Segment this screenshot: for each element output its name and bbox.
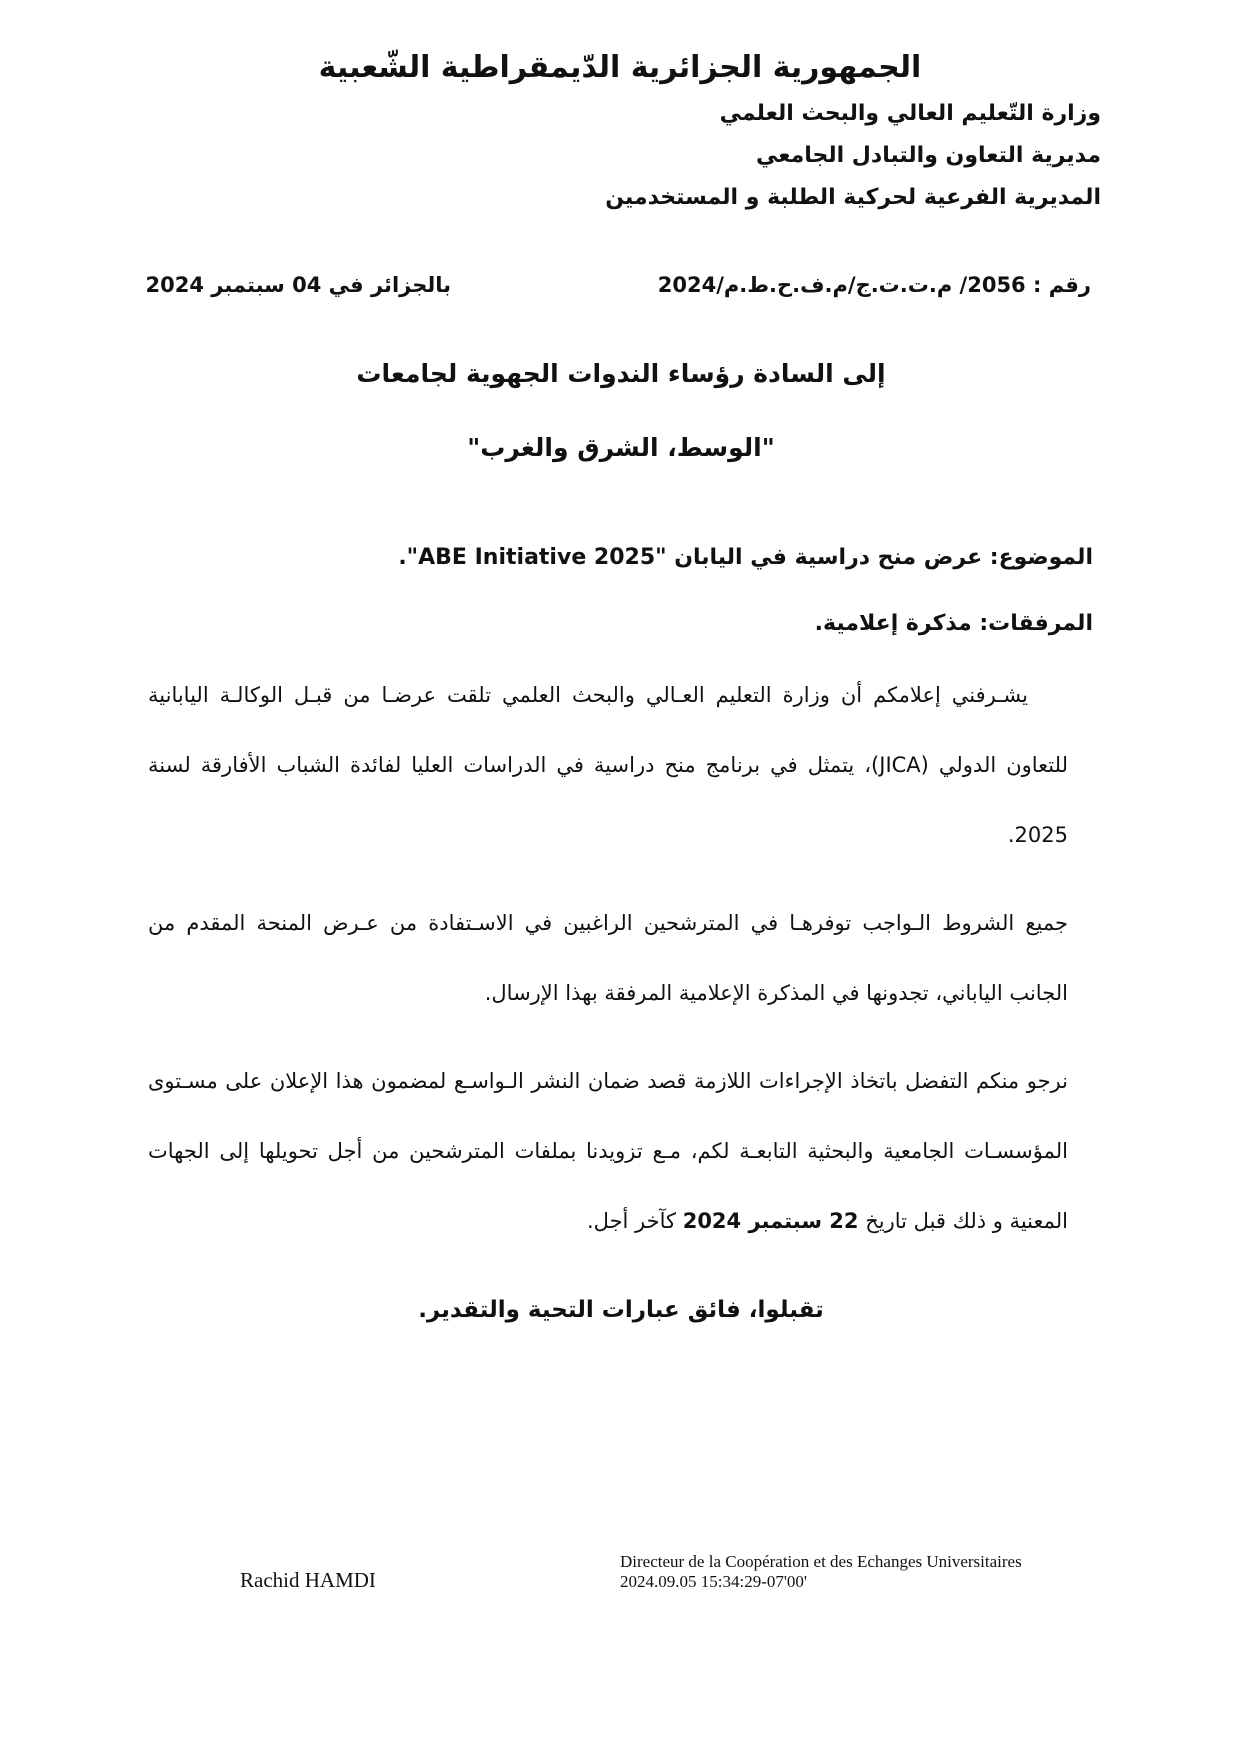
signatory-name: Rachid HAMDI: [240, 1568, 376, 1592]
body-paragraph-1: يشـرفني إعلامكم أن وزارة التعليم العـالي والبحث العلمي تلقت عرضـا من قبـل الوكالـة اليابانية للتعاون الدولي (JICA)، يتمثل في برنامج منح دراسية في الدراسات العليا لفائدة الشباب الأفارقة لسنة 2025.: [148, 683, 1068, 847]
closing-salutation: تقبلوا، فائق عبارات التحية والتقدير.: [418, 1297, 824, 1323]
place-date: بالجزائر في 04 سبتمبر 2024: [145, 273, 451, 297]
paragraph-3-text: نرجو منكم التفضل باتخاذ الإجراءات اللازمة قصد ضمان النشر الـواسـع لمضمون هذا الإعلان على مسـتوى المؤسسـات الجامعية والبحثية التابعـة لكم، مـع تزويدنا بملفات المترشحين من أجل تحويلها إلى الجهات المعنية و ذلك قبل تاريخ: [148, 1069, 1068, 1233]
digital-signature-block: [620, 1552, 1022, 1592]
attachments-line: المرفقات: مذكرة إعلامية.: [814, 611, 1093, 636]
addressee-line-2: "الوسط، الشرق والغرب": [467, 433, 775, 462]
subdirectorate-name: المديرية الفرعية لحركية الطلبة و المستخدمين: [605, 185, 1101, 210]
republic-title: الجمهورية الجزائرية الدّيمقراطية الشّعبية: [318, 50, 922, 85]
deadline-date: 22 سبتمبر 2024: [682, 1209, 859, 1233]
directorate-name: مديرية التعاون والتبادل الجامعي: [755, 143, 1101, 168]
signatory-title: Directeur de la Coopération et des Echanges Universitaires: [620, 1552, 1022, 1571]
addressee-line-1: إلى السادة رؤساء الندوات الجهوية لجامعات: [356, 359, 886, 388]
ministry-name: وزارة التّعليم العالي والبحث العلمي: [719, 101, 1101, 126]
paragraph-3-end: كآخر أجل.: [586, 1209, 683, 1233]
subject-line: الموضوع: عرض منح دراسية في اليابان "ABE Initiative 2025".: [398, 545, 1093, 570]
body-paragraph-2: جميع الشروط الـواجب توفرهـا في المترشحين الراغبين في الاسـتفادة من عـرض المنحة المقدم من الجانب الياباني، تجدونها في المذكرة الإعلامية المرفقة بهذا الإرسال.: [148, 911, 1068, 1005]
body-paragraph-3: [148, 1046, 1068, 1256]
reference-number: رقم : 2056/ م.ت.ت.ج/م.ف.ح.ط.م/2024: [657, 273, 1091, 297]
signature-timestamp: 2024.09.05 15:34:29-07'00': [620, 1572, 807, 1591]
